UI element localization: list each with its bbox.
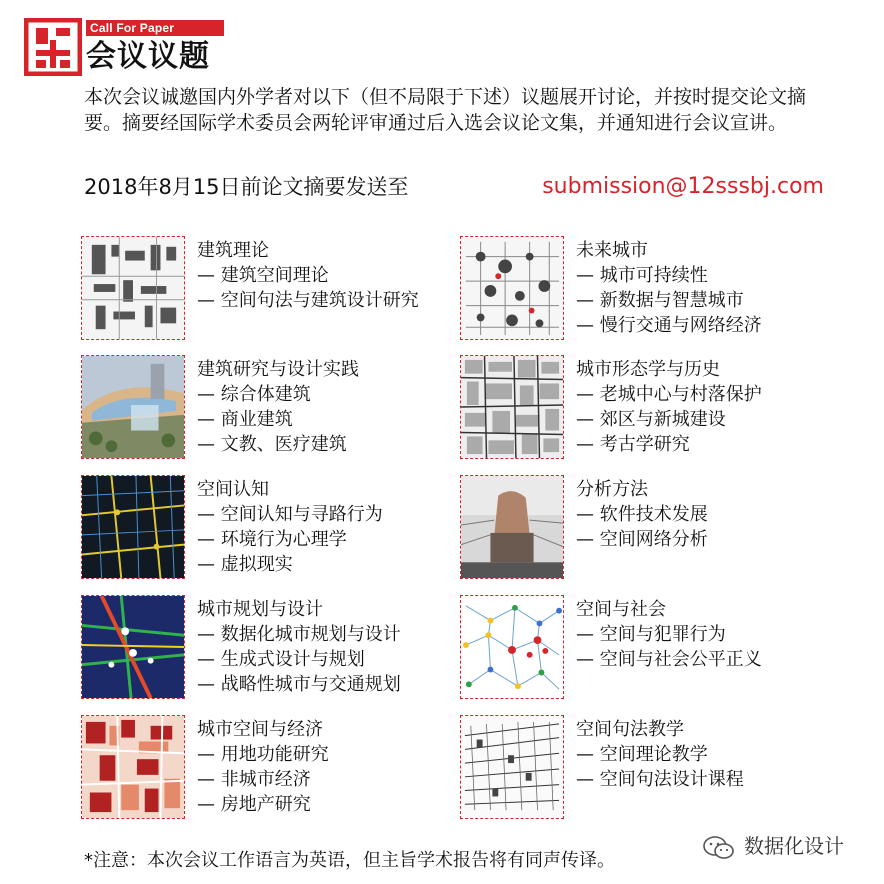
figure-ground-map-thumbnail <box>460 355 564 459</box>
topic-item: — 空间网络分析 <box>576 529 708 550</box>
colored-network-thumbnail <box>460 595 564 699</box>
topic-card <box>460 475 860 587</box>
topic-title: 城市规划与设计 <box>197 599 323 620</box>
topic-card <box>81 475 481 587</box>
topic-item: — 数据化城市规划与设计 <box>197 624 401 645</box>
topic-item: — 空间句法设计课程 <box>576 769 744 790</box>
topic-item: — 老城中心与村落保护 <box>576 384 762 405</box>
topic-card <box>81 355 481 467</box>
topic-item: — 城市可持续性 <box>576 265 708 286</box>
dark-street-map-thumbnail <box>81 475 185 579</box>
network-map-thumbnail <box>460 236 564 340</box>
topic-title: 城市形态学与历史 <box>576 359 720 380</box>
watermark-text: 数据化设计 <box>744 834 844 858</box>
topic-item: — 建筑空间理论 <box>197 265 329 286</box>
topic-title: 城市空间与经济 <box>197 719 323 740</box>
topic-title: 分析方法 <box>576 479 648 500</box>
topic-card <box>460 355 860 467</box>
topic-title: 空间认知 <box>197 479 269 500</box>
topic-item: — 空间与社会公平正义 <box>576 649 762 670</box>
topic-title: 未来城市 <box>576 240 648 261</box>
call-for-paper-banner <box>86 20 224 36</box>
topic-item: — 新数据与智慧城市 <box>576 290 744 311</box>
topic-item: — 空间认知与寻路行为 <box>197 504 383 525</box>
topic-card <box>81 715 481 827</box>
topic-title: 建筑研究与设计实践 <box>197 359 359 380</box>
topic-item: — 战略性城市与交通规划 <box>197 674 401 695</box>
topic-item: — 软件技术发展 <box>576 504 708 525</box>
landuse-map-thumbnail <box>81 715 185 819</box>
topic-item: — 空间理论教学 <box>576 744 708 765</box>
topic-card <box>460 595 860 707</box>
topic-title: 空间与社会 <box>576 599 666 620</box>
deadline-row <box>84 171 824 203</box>
call-for-paper-label: Call For Paper <box>90 21 175 35</box>
topic-title: 空间句法教学 <box>576 719 684 740</box>
topic-item: — 非城市经济 <box>197 769 311 790</box>
sketch-drawing-thumbnail <box>460 715 564 819</box>
topic-card <box>81 595 481 707</box>
submission-email-link[interactable]: submission@12sssbj.com <box>542 174 824 199</box>
topic-card <box>460 715 860 827</box>
topic-item: — 房地产研究 <box>197 794 311 815</box>
topic-item: — 郊区与新城建设 <box>576 409 726 430</box>
topic-item: — 用地功能研究 <box>197 744 329 765</box>
building-render-thumbnail <box>81 355 185 459</box>
topic-card <box>81 236 481 348</box>
plan-drawing-thumbnail <box>81 236 185 340</box>
topic-card <box>460 236 860 348</box>
heatmap-plan-thumbnail <box>81 595 185 699</box>
watermark <box>702 832 844 860</box>
topic-title: 建筑理论 <box>197 240 269 261</box>
topic-item: — 生成式设计与规划 <box>197 649 365 670</box>
topic-item: — 空间句法与建筑设计研究 <box>197 290 419 311</box>
page-title: 会议议题 <box>86 39 210 74</box>
seal-logo-icon <box>24 18 82 76</box>
topic-item: — 商业建筑 <box>197 409 293 430</box>
topic-item: — 考古学研究 <box>576 434 690 455</box>
footnote: *注意：本次会议工作语言为英语，但主旨学术报告将有同声传译。 <box>84 850 615 871</box>
topic-item: — 空间与犯罪行为 <box>576 624 726 645</box>
topic-item: — 慢行交通与网络经济 <box>576 315 762 336</box>
analysis-photo-thumbnail <box>460 475 564 579</box>
topic-item: — 环境行为心理学 <box>197 529 347 550</box>
topic-item: — 综合体建筑 <box>197 384 311 405</box>
intro-paragraph: 本次会议诚邀国内外学者对以下（但不局限于下述）议题展开讨论，并按时提交论文摘要。摘要经国际学术委员会两轮评审通过后入选会议论文集，并通知进行会议宣讲。 <box>84 86 807 134</box>
wechat-icon <box>702 835 736 861</box>
topic-item: — 虚拟现实 <box>197 554 293 575</box>
topic-item: — 文教、医疗建筑 <box>197 434 347 455</box>
deadline-text: 2018年8月15日前论文摘要发送至 <box>84 175 409 199</box>
